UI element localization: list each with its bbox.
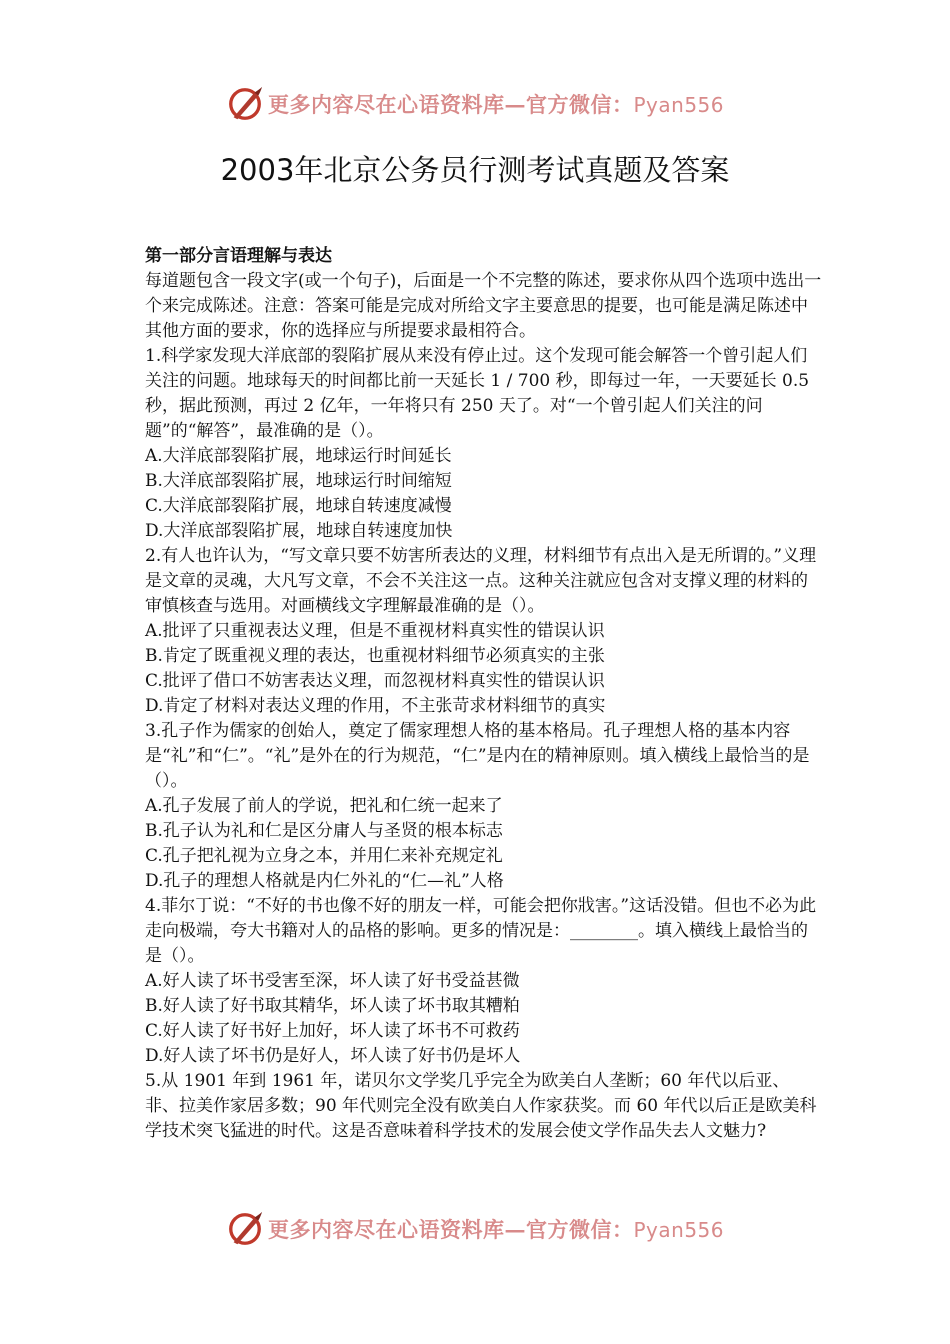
banner-main-text: 更多内容尽在心语资料库—: [267, 1217, 526, 1242]
banner-suffix-text: 官方微信：: [525, 1217, 634, 1242]
banner-main-text: 更多内容尽在心语资料库—: [267, 92, 526, 117]
option-b: B.孔子认为礼和仁是区分庸人与圣贤的根本标志: [145, 821, 503, 841]
question-stem: 1.科学家发现大洋底部的裂陷扩展从来没有停止过。这个发现可能会解答一个曾引起人们关注的问题。地球每天的时间都比前一天延长 1 / 700 秒，即每过一年，一天要延长 0.5 秒，据此预测，再过 2 亿年，一年将只有 250 天了。对“一个曾引起人们关注的问题”的“解答”，最准确的是（）。: [145, 346, 810, 441]
section-heading: 第一部分言语理解与表达: [145, 246, 332, 266]
banner-text: [268, 1214, 724, 1244]
option-a: A.批评了只重视表达义理，但是不重视材料真实性的错误认识: [145, 621, 605, 641]
banner-wechat-id: Pyan556: [633, 93, 724, 117]
option-b: B.肯定了既重视义理的表达，也重视材料细节必须真实的主张: [145, 646, 605, 666]
quill-pen-logo-icon: [226, 1210, 264, 1248]
option-a: A.好人读了坏书受害至深，坏人读了好书受益甚微: [145, 971, 520, 991]
question-4: [145, 894, 823, 1069]
banner-text: [268, 89, 724, 119]
banner-suffix-text: 官方微信：: [525, 92, 634, 117]
option-c: C.批评了借口不妨害表达义理，而忽视材料真实性的错误认识: [145, 671, 605, 691]
option-c: C.好人读了好书好上加好，坏人读了坏书不可救药: [145, 1021, 520, 1041]
option-a: A.大洋底部裂陷扩展，地球运行时间延长: [145, 446, 452, 466]
question-5: [145, 1069, 823, 1144]
question-stem: 3.孔子作为儒家的创始人，奠定了儒家理想人格的基本格局。孔子理想人格的基本内容是“礼”和“仁”。“礼”是外在的行为规范，“仁”是内在的精神原则。填入横线上最恰当的是（）。: [145, 721, 810, 791]
question-stem: 2.有人也许认为，“写文章只要不妨害所表达的义理，材料细节有点出入是无所谓的。”义理是文章的灵魂，大凡写文章，不会不关注这一点。这种关注就应包含对支撑义理的材料的审慎核查与选用。对画横线文字理解最准确的是（）。: [145, 546, 817, 616]
document-title: 2003年北京公务员行测考试真题及答案: [220, 153, 730, 187]
option-c: C.大洋底部裂陷扩展，地球自转速度减慢: [145, 496, 452, 516]
option-d: D.孔子的理想人格就是内仁外礼的“仁—礼”人格: [145, 871, 504, 891]
option-b: B.大洋底部裂陷扩展，地球运行时间缩短: [145, 471, 452, 491]
option-d: D.肯定了材料对表达义理的作用，不主张苛求材料细节的真实: [145, 696, 606, 716]
option-a: A.孔子发展了前人的学说，把礼和仁统一起来了: [145, 796, 503, 816]
header-banner: [0, 82, 950, 126]
question-stem: 4.菲尔丁说：“不好的书也像不好的朋友一样，可能会把你戕害。”这话没错。但也不必为此走向极端，夸大书籍对人的品格的影响。更多的情况是：________。填入横线上最恰当的是（）。: [145, 896, 817, 966]
quill-pen-logo-icon: [226, 85, 264, 123]
option-d: D.大洋底部裂陷扩展，地球自转速度加快: [145, 521, 453, 541]
banner-wechat-id: Pyan556: [633, 1218, 724, 1242]
instructions-paragraph: 每道题包含一段文字(或一个句子)，后面是一个不完整的陈述，要求你从四个选项中选出一个来完成陈述。注意：答案可能是完成对所给文字主要意思的提要，也可能是满足陈述中其他方面的要求，你的选择应与所提要求最相符合。: [145, 271, 822, 341]
question-2: [145, 544, 823, 719]
question-1: [145, 344, 823, 544]
question-3: [145, 719, 823, 894]
question-stem: 5.从 1901 年到 1961 年，诺贝尔文学奖几乎完全为欧美白人垄断；60 年代以后亚、非、拉美作家居多数；90 年代则完全没有欧美白人作家获奖。而 60 年代以后正是欧美科学技术突飞猛进的时代。这是否意味着科学技术的发展会使文学作品失去人文魅力?: [145, 1071, 817, 1141]
document-body: [145, 244, 823, 1144]
option-c: C.孔子把礼视为立身之本，并用仁来补充规定礼: [145, 846, 503, 866]
option-d: D.好人读了坏书仍是好人，坏人读了好书仍是坏人: [145, 1046, 521, 1066]
option-b: B.好人读了好书取其精华，坏人读了坏书取其糟粕: [145, 996, 520, 1016]
footer-banner: [0, 1207, 950, 1251]
